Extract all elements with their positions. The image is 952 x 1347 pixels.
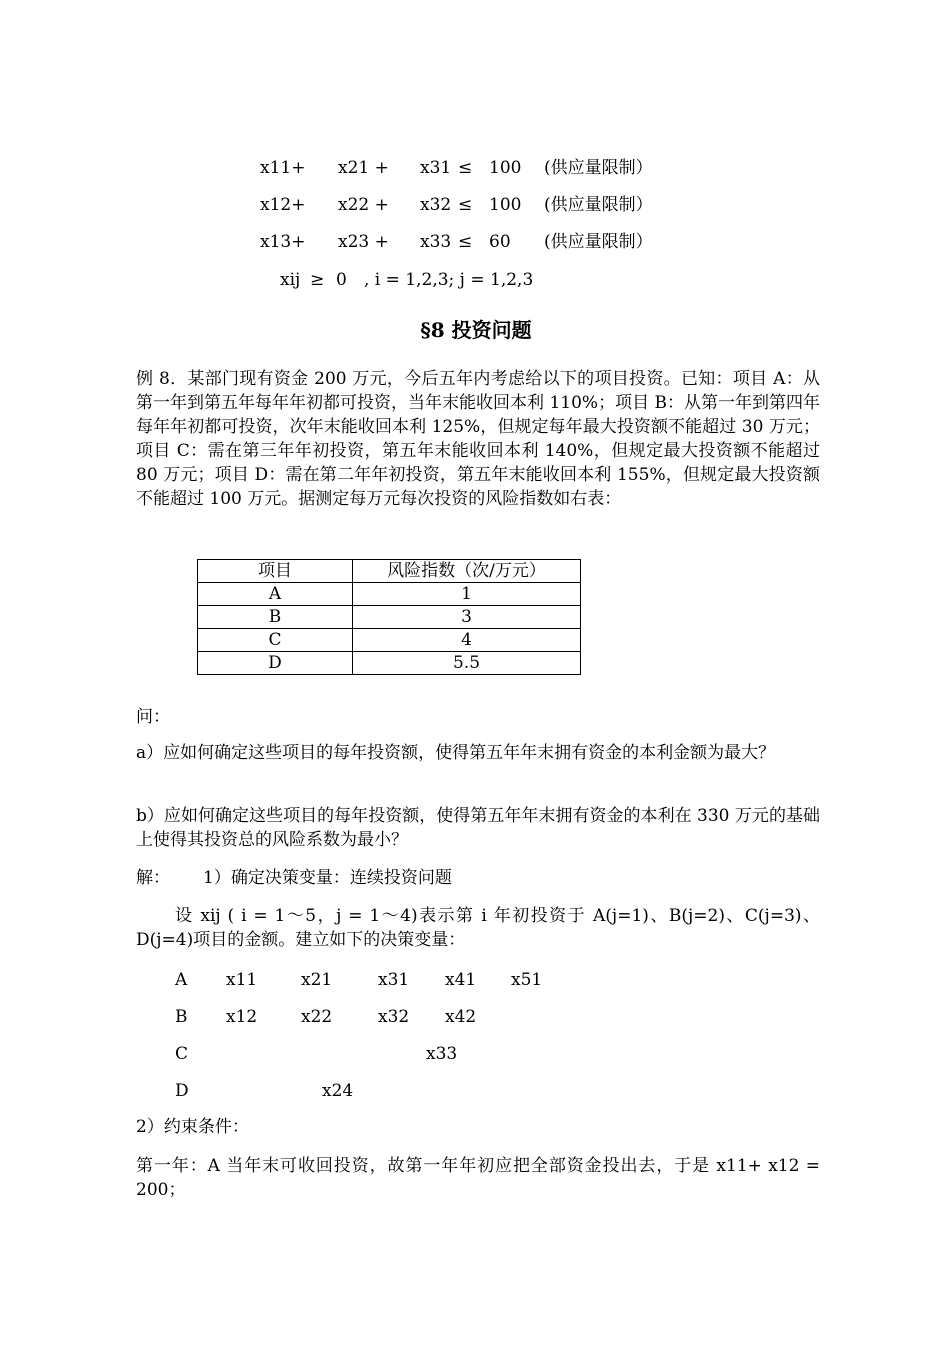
table-cell: 3 <box>353 606 581 629</box>
solution-label: 解： <box>136 868 170 888</box>
table-header-row <box>198 560 581 583</box>
variable-definition: 设 xij ( i = 1～5，j = 1～4)表示第 i 年初投资于 A(j=1)、B(j=2)、C(j=3)、D(j=4)项目的金额。建立如下的决策变量： <box>136 906 820 950</box>
constraint-term: x23 + <box>338 232 389 252</box>
decision-variable: x24 <box>322 1081 354 1101</box>
constraint-term: x31 <box>420 158 452 178</box>
constraint-term: x21 + <box>338 158 389 178</box>
nonneg-operator: ≥ <box>310 270 325 290</box>
question-a: a）应如何确定这些项目的每年投资额，使得第五年年末拥有资金的本利金额为最大？ <box>136 743 776 763</box>
risk-table <box>197 559 581 675</box>
nonneg-var: xij <box>280 270 301 290</box>
decision-variable: x31 <box>378 970 410 990</box>
table-cell: D <box>198 652 353 675</box>
project-label: C <box>175 1044 189 1064</box>
constraint-note: (供应量限制） <box>544 158 653 178</box>
year1-constraint: 第一年：A 当年末可收回投资，故第一年年初应把全部资金投出去，于是 x11+ x12 = 200； <box>136 1156 820 1200</box>
table-cell: B <box>198 606 353 629</box>
table-cell: 1 <box>353 583 581 606</box>
nonneg-zero: 0 <box>336 270 347 290</box>
project-label: A <box>175 970 188 990</box>
table-header: 风险指数（次/万元） <box>353 560 581 583</box>
section-title: §8 投资问题 <box>420 318 532 342</box>
constraint-operator: ≤ <box>458 195 473 215</box>
constraint-operator: ≤ <box>458 158 473 178</box>
constraint-term: x22 + <box>338 195 389 215</box>
constraint-note: (供应量限制） <box>544 232 653 252</box>
table-cell: C <box>198 629 353 652</box>
table-cell: A <box>198 583 353 606</box>
decision-variable: x51 <box>511 970 543 990</box>
example-paragraph: 例 8．某部门现有资金 200 万元，今后五年内考虑给以下的项目投资。已知：项目 A：从第一年到第五年每年年初都可投资，当年末能收回本利 110%；项目 B：从第一年到第四年每年年初都可投资，次年末能收回本利 125%，但规定每年最大投资额不能超过 30 万元；项目 C：需在第三年年初投资，第五年末能收回本利 140%，但规定最大投资额不能超过 80 万元；项目 D：需在第二年年初投资，第五年末能收回本利 155%，但规定最大投资额不能超过 100 万元。据测定每万元每次投资的风险指数如右表： <box>136 369 820 509</box>
table-row <box>198 606 581 629</box>
constraint-note: (供应量限制） <box>544 195 653 215</box>
constraint-value: 100 <box>489 195 522 215</box>
table-cell: 4 <box>353 629 581 652</box>
table-row <box>198 583 581 606</box>
decision-variable: x12 <box>226 1007 258 1027</box>
solution-step1: 1）确定决策变量：连续投资问题 <box>203 868 452 888</box>
constraint-value: 60 <box>489 232 511 252</box>
constraint-term: x13+ <box>260 232 306 252</box>
constraint-term: x33 <box>420 232 452 252</box>
decision-variable: x22 <box>301 1007 333 1027</box>
question-b: b）应如何确定这些项目的每年投资额，使得第五年年末拥有资金的本利在 330 万元的基础上使得其投资总的风险系数为最小？ <box>136 806 820 850</box>
decision-variable: x11 <box>226 970 258 990</box>
table-cell: 5.5 <box>353 652 581 675</box>
project-label: D <box>175 1081 189 1101</box>
decision-variable: x42 <box>445 1007 477 1027</box>
constraint-operator: ≤ <box>458 232 473 252</box>
nonneg-range: , i = 1,2,3; j = 1,2,3 <box>364 270 534 290</box>
constraint-value: 100 <box>489 158 522 178</box>
question-label: 问： <box>136 707 170 727</box>
constraint-term: x32 <box>420 195 452 215</box>
decision-variable: x41 <box>445 970 477 990</box>
project-label: B <box>175 1007 188 1027</box>
decision-variable: x32 <box>378 1007 410 1027</box>
table-header: 项目 <box>198 560 353 583</box>
decision-variable: x21 <box>301 970 333 990</box>
table-row <box>198 652 581 675</box>
constraint-term: x11+ <box>260 158 306 178</box>
decision-variable: x33 <box>426 1044 458 1064</box>
step2-label: 2）约束条件： <box>136 1117 249 1137</box>
constraint-term: x12+ <box>260 195 306 215</box>
table-row <box>198 629 581 652</box>
